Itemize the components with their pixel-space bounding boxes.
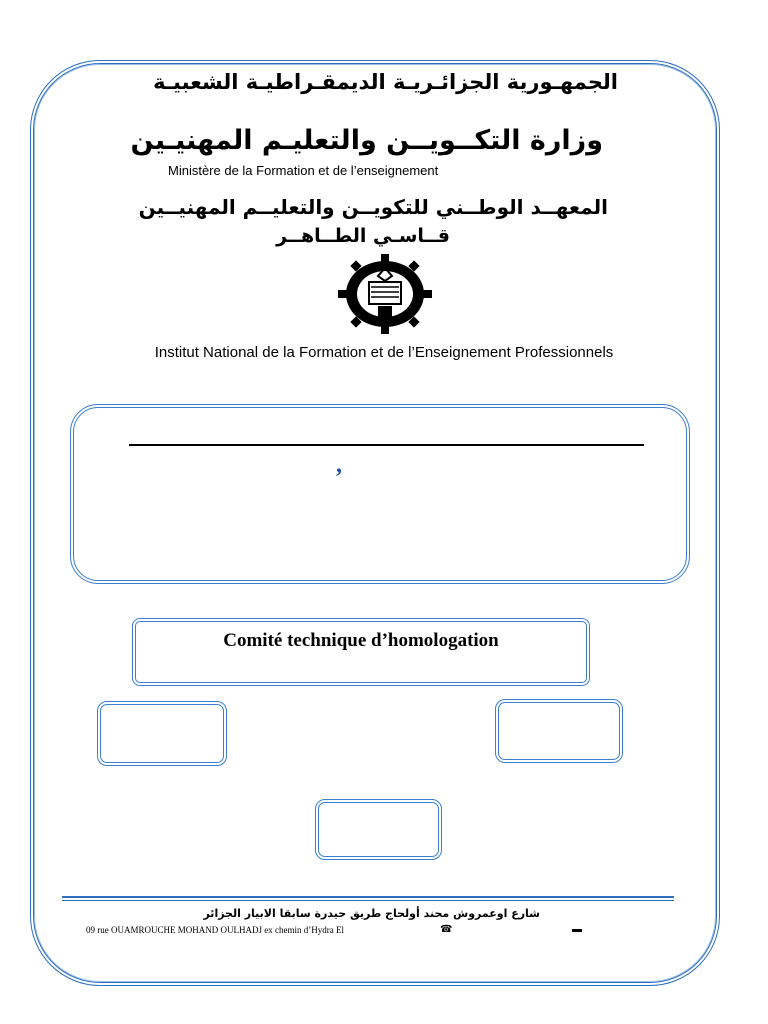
right-small-box bbox=[495, 699, 623, 763]
footer-address-ar: شارع اوعمروش محند أولحاج طريق حيدرة سابقا الابيار الجزائر bbox=[203, 907, 540, 920]
footer-address-fr: 09 rue OUAMROUCHE MOHAND OULHADJ ex chemin d’Hydra El bbox=[86, 925, 344, 935]
center-small-box bbox=[315, 799, 442, 860]
institute-title-fr: Institut National de la Formation et de l’Enseignement Professionnels bbox=[154, 344, 614, 361]
institute-title-ar: المعهــد الوطــني للتكويــن والتعليــم المهنيــين bbox=[138, 195, 608, 219]
title-underline bbox=[129, 444, 644, 446]
footer-rule bbox=[62, 896, 674, 898]
footer-rule-thin bbox=[62, 900, 674, 901]
phone-icon: ☎ bbox=[440, 924, 453, 935]
left-small-box bbox=[97, 701, 227, 766]
republic-title-ar: الجمهـورية الجزائـريـة الديمقـراطيـة الشعبيـة bbox=[153, 70, 618, 94]
location-ar: قــاسـي الطــاهــر bbox=[276, 225, 450, 247]
ministry-title-fr: Ministère de la Formation et de l’enseignement bbox=[168, 163, 439, 178]
title-panel bbox=[70, 404, 690, 584]
comite-title: Comité technique d’homologation bbox=[223, 630, 499, 651]
panel-mark: , bbox=[336, 452, 342, 478]
comite-box bbox=[132, 618, 590, 686]
gear-emblem-icon bbox=[338, 254, 432, 334]
fax-icon: ▬ bbox=[572, 924, 582, 935]
ministry-title-ar: وزارة التكــويــن والتعليـم المهنيـين bbox=[130, 125, 603, 156]
